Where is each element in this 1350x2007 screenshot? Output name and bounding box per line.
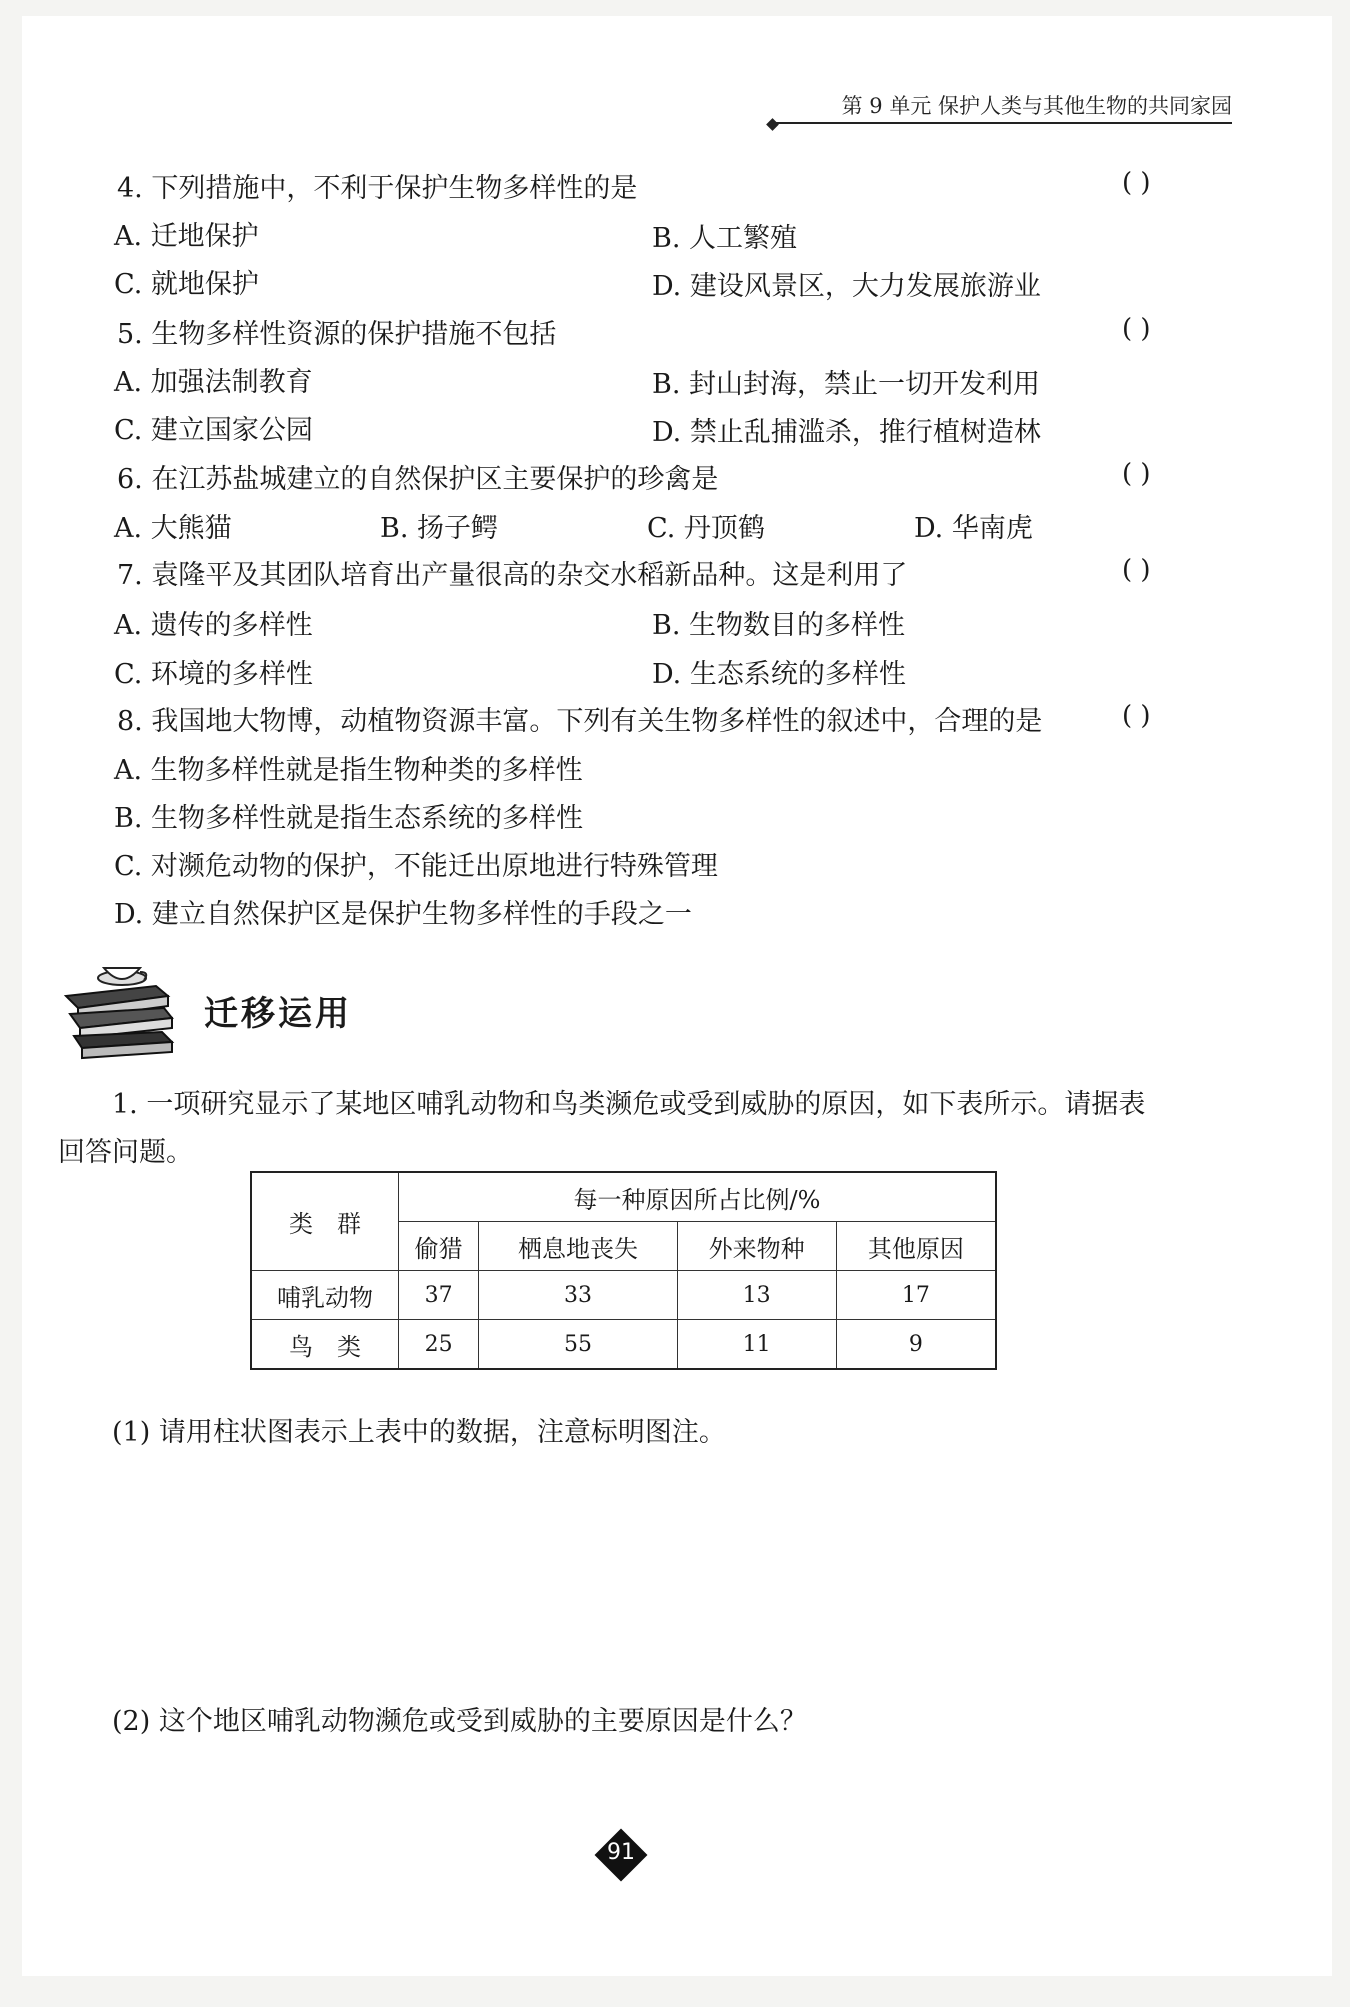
option-7b: B. 生物数目的多样性 — [652, 610, 906, 641]
option-4b: B. 人工繁殖 — [652, 223, 798, 254]
option-4d: D. 建设风景区，大力发展旅游业 — [652, 271, 1041, 302]
table-cell: 55 — [479, 1320, 677, 1370]
stacked-books-coffee-icon — [56, 956, 196, 1066]
table-cell: 9 — [836, 1320, 996, 1370]
table-cell: 25 — [399, 1320, 479, 1370]
unit-header — [762, 80, 1232, 126]
header-rule — [776, 122, 1232, 124]
option-8a: A. 生物多样性就是指生物种类的多样性 — [114, 755, 583, 786]
option-5c: C. 建立国家公园 — [114, 415, 313, 446]
table-cell: 17 — [836, 1271, 996, 1320]
answer-blank-6[interactable]: ( ) — [1122, 459, 1151, 489]
table-row — [251, 1271, 996, 1320]
question-7-stem: 7. 袁隆平及其团队培育出产量很高的杂交水稻新品种。这是利用了 — [117, 560, 908, 591]
answer-blank-4[interactable]: ( ) — [1122, 168, 1151, 198]
problem-1-intro-line1: 1. 一项研究显示了某地区哺乳动物和鸟类濒危或受到威胁的原因，如下表所示。请据表 — [112, 1089, 1146, 1120]
option-4c: C. 就地保护 — [114, 269, 259, 300]
section-heading — [56, 956, 456, 1076]
table-cell: 33 — [479, 1271, 677, 1320]
header-diamond-icon — [766, 118, 779, 131]
option-8d: D. 建立自然保护区是保护生物多样性的手段之一 — [114, 899, 692, 930]
option-6a: A. 大熊猫 — [114, 513, 232, 544]
row-label: 鸟 类 — [251, 1320, 399, 1370]
option-6c: C. 丹顶鹤 — [647, 513, 765, 544]
row-header-cell: 类 群 — [251, 1172, 399, 1271]
answer-blank-5[interactable]: ( ) — [1122, 314, 1151, 344]
sub-question-2: (2) 这个地区哺乳动物濒危或受到威胁的主要原因是什么？ — [112, 1706, 807, 1737]
table-cell: 37 — [399, 1271, 479, 1320]
answer-blank-7[interactable]: ( ) — [1122, 555, 1151, 585]
section-title: 迁移运用 — [204, 994, 352, 1034]
sub-question-1: (1) 请用柱状图表示上表中的数据，注意标明图注。 — [112, 1417, 726, 1448]
column-header: 其他原因 — [836, 1222, 996, 1271]
option-7d: D. 生态系统的多样性 — [652, 659, 906, 690]
option-5a: A. 加强法制教育 — [114, 367, 313, 398]
page-number-badge — [595, 1829, 647, 1881]
column-header: 栖息地丧失 — [479, 1222, 677, 1271]
problem-1-intro-line2: 回答问题。 — [58, 1137, 193, 1168]
workbook-page — [22, 16, 1332, 1976]
option-6b: B. 扬子鳄 — [380, 513, 499, 544]
question-5-stem: 5. 生物多样性资源的保护措施不包括 — [117, 319, 557, 350]
column-header: 偷猎 — [399, 1222, 479, 1271]
unit-title: 第 9 单元 保护人类与其他生物的共同家园 — [841, 94, 1232, 118]
column-header: 外来物种 — [677, 1222, 836, 1271]
question-8-stem: 8. 我国地大物博，动植物资源丰富。下列有关生物多样性的叙述中，合理的是 — [117, 706, 1043, 737]
question-4-stem: 4. 下列措施中，不利于保护生物多样性的是 — [117, 173, 638, 204]
option-4a: A. 迁地保护 — [114, 221, 259, 252]
option-6d: D. 华南虎 — [914, 513, 1033, 544]
page-number: 91 — [607, 1840, 635, 1865]
group-header-cell: 每一种原因所占比例/% — [399, 1172, 997, 1222]
option-8b: B. 生物多样性就是指生态系统的多样性 — [114, 803, 584, 834]
table-cell: 13 — [677, 1271, 836, 1320]
answer-blank-8[interactable]: ( ) — [1122, 701, 1151, 731]
question-6-stem: 6. 在江苏盐城建立的自然保护区主要保护的珍禽是 — [117, 464, 719, 495]
option-7a: A. 遗传的多样性 — [114, 610, 313, 641]
option-8c: C. 对濒危动物的保护，不能迁出原地进行特殊管理 — [114, 851, 718, 882]
row-label: 哺乳动物 — [251, 1271, 399, 1320]
option-7c: C. 环境的多样性 — [114, 659, 313, 690]
option-5b: B. 封山封海，禁止一切开发利用 — [652, 369, 1041, 400]
option-5d: D. 禁止乱捕滥杀，推行植树造林 — [652, 417, 1041, 448]
table-row — [251, 1320, 996, 1370]
data-table — [250, 1171, 997, 1370]
table-cell: 11 — [677, 1320, 836, 1370]
